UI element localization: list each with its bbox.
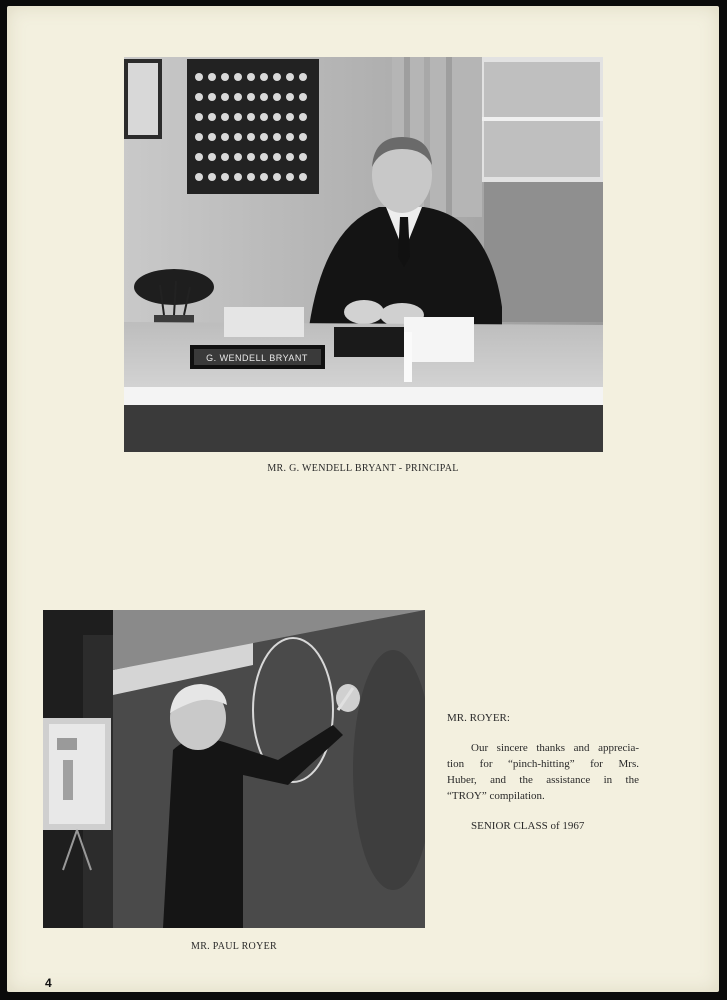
principal-caption: MR. G. WENDELL BRYANT - PRINCIPAL — [267, 463, 459, 474]
principal-photo — [124, 57, 603, 452]
desk-nameplate-text: G. WENDELL BRYANT — [206, 353, 308, 363]
note-signature: SENIOR CLASS of 1967 — [471, 820, 585, 832]
teacher-photo — [43, 610, 425, 928]
teacher-photo-image — [43, 610, 425, 928]
teacher-caption: MR. PAUL ROYER — [191, 941, 277, 952]
note-salutation: MR. ROYER: — [447, 712, 510, 724]
note-line: “TROY” compilation. — [447, 790, 545, 802]
note-line: Our sincere thanks and apprecia- — [471, 742, 639, 754]
yearbook-page — [7, 6, 719, 992]
principal-photo-image — [124, 57, 603, 452]
page-number: 4 — [45, 976, 52, 990]
thank-you-note — [447, 710, 639, 834]
note-line: Huber, and the assistance in the — [447, 774, 639, 786]
note-line: tion for “pinch-hitting” for Mrs. — [447, 758, 639, 770]
